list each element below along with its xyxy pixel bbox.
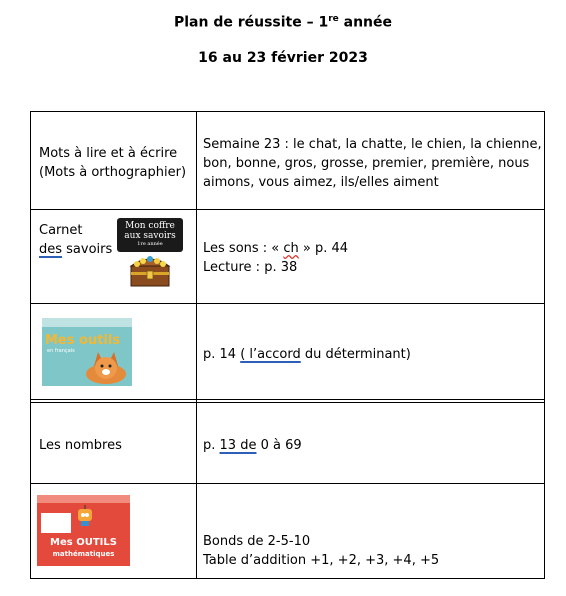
robot-illustration-icon xyxy=(75,505,95,527)
row-divider xyxy=(30,209,545,210)
words-line: bon, bonne, gros, grosse, premier, première, nous xyxy=(203,156,530,171)
number-range: 0 à 69 xyxy=(256,438,302,453)
mes-outils-math-cover xyxy=(37,495,130,566)
cover-title: Mes OUTILS xyxy=(50,537,117,548)
carnet-label: Carnet xyxy=(39,223,83,238)
page-ref: p. 14 xyxy=(203,347,241,362)
carnet-label-line2 xyxy=(39,240,112,259)
row-divider xyxy=(30,483,545,484)
cover-subtitle: en français xyxy=(47,348,75,354)
bonds-line: Bonds de 2-5-10 xyxy=(203,534,311,549)
accord-text: ( l’accord xyxy=(240,347,301,362)
lecture-line: Lecture : p. 38 xyxy=(203,260,298,275)
table-border-right xyxy=(544,111,545,579)
row1-right-cell xyxy=(203,135,542,192)
words-line: Semaine 23 : le chat, la chatte, le chien, la chienne, xyxy=(203,137,542,152)
date-range: 16 au 23 février 2023 xyxy=(198,50,368,66)
row1-left-cell xyxy=(39,144,186,182)
fox-illustration-icon xyxy=(82,344,130,384)
document-title xyxy=(0,14,566,31)
cover-top-band xyxy=(37,495,130,503)
row4-right-cell xyxy=(203,436,302,455)
sons-page: » p. 44 xyxy=(298,241,349,256)
row5-right-cell xyxy=(203,532,439,570)
table-border-left xyxy=(30,111,31,579)
title-superscript: re xyxy=(328,14,339,24)
treasure-chest-icon xyxy=(127,252,173,288)
title-suffix: année xyxy=(338,14,393,31)
cover-note xyxy=(41,513,71,533)
page-prefix: p. xyxy=(203,438,220,453)
table-border-bottom xyxy=(30,578,545,579)
coffre-savoirs-image xyxy=(117,218,183,288)
cover-subtitle: mathématiques xyxy=(52,550,115,558)
sons-text: Les sons : « xyxy=(203,241,284,256)
coffre-title-2: aux savoirs xyxy=(124,231,176,241)
row3-right-cell xyxy=(203,345,411,364)
coffre-title-1: Mon coffre xyxy=(125,221,175,231)
row-divider xyxy=(30,399,545,400)
cover-title: Mes outils xyxy=(45,333,121,348)
row-divider xyxy=(30,303,545,304)
des-word: des xyxy=(39,242,63,257)
row2-left-cell xyxy=(39,221,112,259)
title-text: Plan de réussite – 1 xyxy=(173,14,329,31)
coffre-sign xyxy=(117,218,183,252)
table-border-top xyxy=(30,111,545,112)
savoirs-word: savoirs xyxy=(62,242,113,257)
row-divider xyxy=(30,402,545,403)
coffre-title-3: 1re année xyxy=(137,241,163,247)
words-label: Mots à lire et à écrire xyxy=(39,146,178,161)
plan-table xyxy=(30,111,545,579)
words-sublabel: (Mots à orthographier) xyxy=(39,165,187,180)
page-number: 13 de xyxy=(219,438,257,453)
cover-top-band xyxy=(42,318,132,327)
ch-sound: ch xyxy=(283,241,299,256)
addition-table-line: Table d’addition +1, +2, +3, +4, +5 xyxy=(203,553,440,568)
determinant-text: du déterminant) xyxy=(300,347,411,362)
row4-left-cell: Les nombres xyxy=(39,438,122,453)
column-divider xyxy=(196,111,197,579)
sons-line xyxy=(203,239,348,258)
row2-right-cell xyxy=(203,239,348,277)
mes-outils-francais-cover xyxy=(42,318,132,386)
words-line: aimons, vous aimez, ils/elles aiment xyxy=(203,175,439,190)
